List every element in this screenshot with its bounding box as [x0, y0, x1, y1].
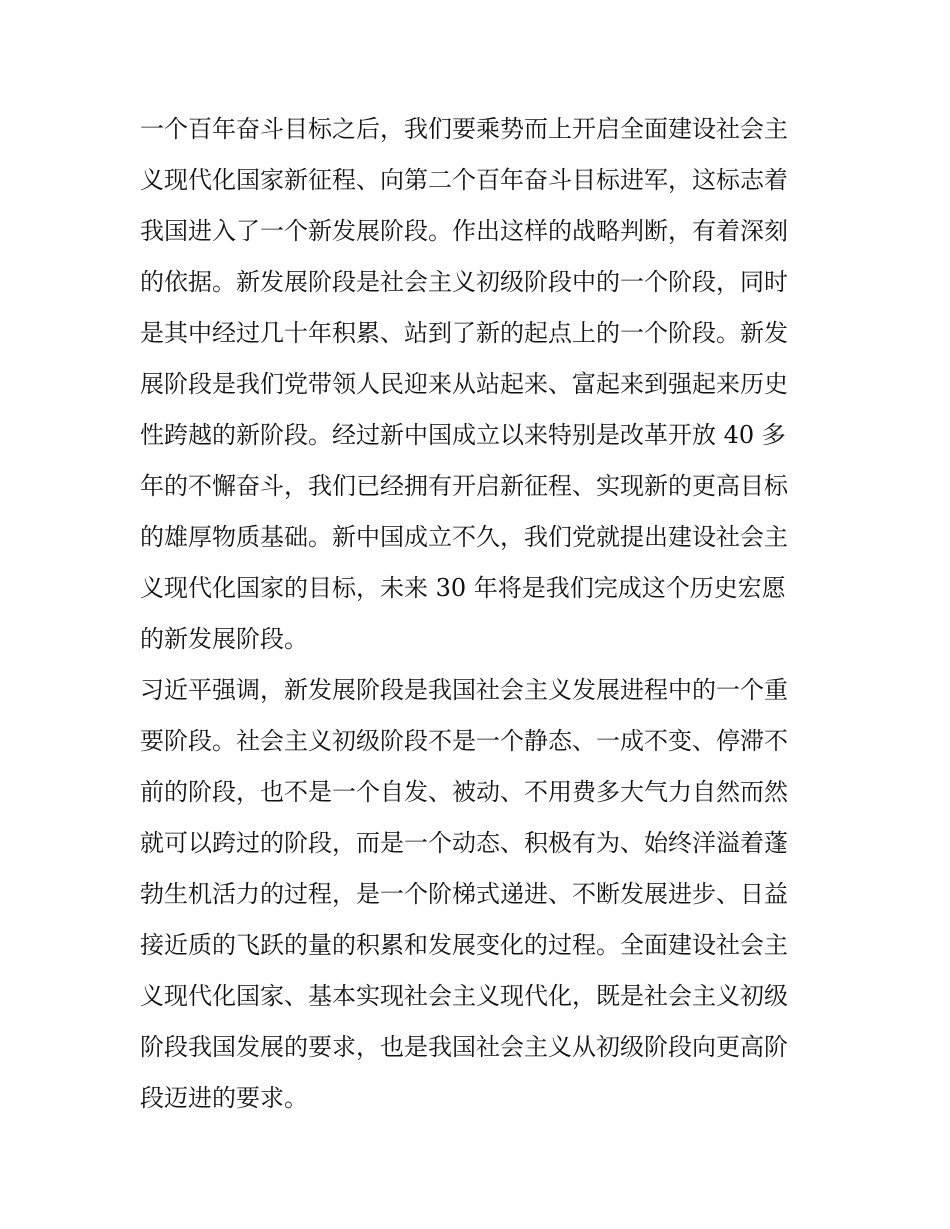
text-line: 的依据。新发展阶段是社会主义初级阶段中的一个阶段，同时	[140, 268, 788, 296]
text-line: 展阶段是我们党带领人民迎来从站起来、富起来到强起来历史	[140, 370, 788, 398]
text-line: 段迈进的要求。	[140, 1084, 308, 1112]
text-line: 接近质的飞跃的量的积累和发展变化的过程。全面建设社会主	[140, 931, 788, 959]
text-line: 的新发展阶段。	[140, 625, 308, 653]
text-line: 一个百年奋斗目标之后，我们要乘势而上开启全面建设社会主	[140, 115, 788, 143]
text-line: 性跨越的新阶段。经过新中国成立以来特别是改革开放 40 多	[140, 421, 786, 449]
text-line: 阶段我国发展的要求，也是我国社会主义从初级阶段向更高阶	[140, 1033, 788, 1061]
document-body	[140, 104, 812, 1124]
text-line: 习近平强调，新发展阶段是我国社会主义发展进程中的一个重	[140, 676, 788, 704]
text-line: 是其中经过几十年积累、站到了新的起点上的一个阶段。新发	[140, 319, 788, 347]
paragraph-2	[140, 665, 812, 1124]
text-line: 要阶段。社会主义初级阶段不是一个静态、一成不变、停滞不	[140, 727, 788, 755]
text-line: 义现代化国家新征程、向第二个百年奋斗目标进军，这标志着	[140, 166, 788, 194]
text-line: 勃生机活力的过程，是一个阶梯式递进、不断发展进步、日益	[140, 880, 788, 908]
text-line: 我国进入了一个新发展阶段。作出这样的战略判断，有着深刻	[140, 217, 788, 245]
text-line: 的雄厚物质基础。新中国成立不久，我们党就提出建设社会主	[140, 523, 788, 551]
text-line: 义现代化国家、基本实现社会主义现代化，既是社会主义初级	[140, 982, 788, 1010]
text-line: 前的阶段，也不是一个自发、被动、不用费多大气力自然而然	[140, 778, 788, 806]
text-line: 义现代化国家的目标，未来 30 年将是我们完成这个历史宏愿	[140, 574, 786, 602]
text-line: 就可以跨过的阶段，而是一个动态、积极有为、始终洋溢着蓬	[140, 829, 788, 857]
paragraph-1	[140, 104, 812, 665]
text-line: 年的不懈奋斗，我们已经拥有开启新征程、实现新的更高目标	[140, 472, 788, 500]
